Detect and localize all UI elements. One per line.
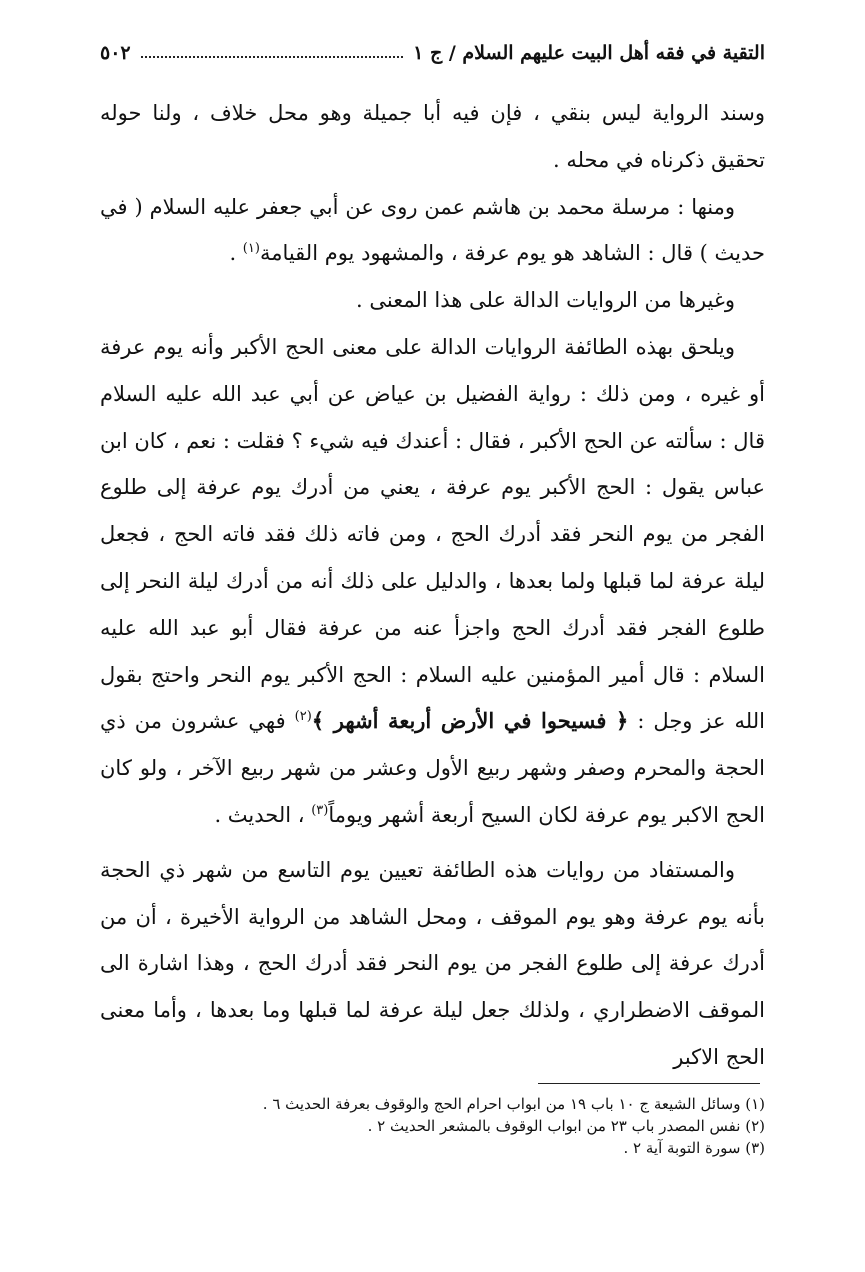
paragraph-1: وسند الرواية ليس بنقي ، فإن فيه أبا جميلة وهو محل خلاف ، ولنا حوله تحقيق ذكرناه في محله . [100, 101, 765, 172]
footnote-ref-1: (١) [242, 241, 260, 257]
paragraph-2 [100, 184, 765, 278]
footnote-3 [140, 1137, 765, 1159]
footnotes [140, 1093, 765, 1159]
header-title: التقية في فقه أهل البيت عليهم السلام / ج ١ [413, 42, 765, 64]
paragraph-2-end: . [229, 241, 243, 266]
footnote-number: (٢) [745, 1117, 765, 1135]
footnote-separator [538, 1083, 760, 1084]
footnote-number: (٣) [745, 1139, 765, 1157]
footnote-text: نفس المصدر باب ٢٣ من ابواب الوقوف بالمشعر الحديث ٢ . [367, 1117, 741, 1135]
running-header [100, 36, 765, 70]
header-dot-leader [141, 44, 404, 58]
paragraph-4-text: ويلحق بهذه الطائفة الروايات الدالة على معنى الحج الأكبر وأنه يوم عرفة أو غيره ، ومن ذلك : رواية الفضيل بن عياض عن أبي عبد الله عليه السلام قال : سألته عن الحج الأكبر ، فقال : أعندك فيه شيء ؟ فقلت : نعم ، كان ابن عباس يقول : الحج الأكبر يوم عرفة ، يعني من أدرك يوم عرفة إلى طلوع الفجر من يوم النحر فقد أدرك الحج ، ومن فاته ذلك فقد فاته الحج ، فجعل ليلة عرفة لما قبلها ولما بعدها ، والدليل على ذلك أنه من أدرك ليلة النحر إلى طلوع الفجر فقد أدرك الحج واجزأ عنه من عرفة فقال أبو عبد الله عليه السلام : قال أمير المؤمنين عليه السلام : الحج الأكبر يوم النحر واحتج بقول الله عز وجل : [100, 334, 766, 734]
footnote-1 [140, 1093, 765, 1115]
footnote-ref-3: (٣) [311, 802, 329, 818]
paragraph-2-text: ومنها : مرسلة محمد بن هاشم عمن روى عن أبي جعفر عليه السلام ( في حديث ) قال : الشاهد هو يوم عرفة ، والمشهود يوم القيامة [100, 194, 765, 266]
paragraph-4-end: ، الحديث . [214, 802, 312, 827]
page-number: ٥٠٢ [100, 42, 131, 64]
footnote-2 [140, 1115, 765, 1137]
footnote-text: سورة التوبة آية ٢ . [623, 1139, 741, 1157]
footnote-number: (١) [745, 1095, 765, 1113]
footnote-text: وسائل الشيعة ج ١٠ باب ١٩ من ابواب احرام الحج والوقوف بعرفة الحديث ٦ . [262, 1095, 741, 1113]
main-text [100, 90, 765, 1081]
paragraph-4-middle: فهي عشرون من ذي الحجة والمحرم وصفر وشهر ربيع الأول وعشر من شهر ربيع الآخر ، ولو كان الحج الاكبر يوم عرفة لكان السيح أربعة أشهر ويوماً [100, 709, 765, 827]
paragraph-4 [100, 324, 765, 839]
quran-verse: ﴿ فسيحوا في الأرض أربعة أشهر ﴾ [311, 708, 629, 734]
footnote-ref-2: (٢) [294, 709, 312, 725]
paragraph-3: وغيرها من الروايات الدالة على هذا المعنى . [356, 288, 735, 313]
paragraph-5: والمستفاد من روايات هذه الطائفة تعيين يوم التاسع من شهر ذي الحجة بأنه يوم عرفة وهو يوم الموقف ، ومحل الشاهد من الرواية الأخيرة ، أن من أدرك عرفة إلى طلوع الفجر من يوم النحر فقد أدرك الحج ، وهذا اشارة الى الموقف الاضطراري ، ولذلك جعل ليلة عرفة لما قبلها وما بعدها ، وأما معنى الحج الاكبر [100, 857, 765, 1069]
